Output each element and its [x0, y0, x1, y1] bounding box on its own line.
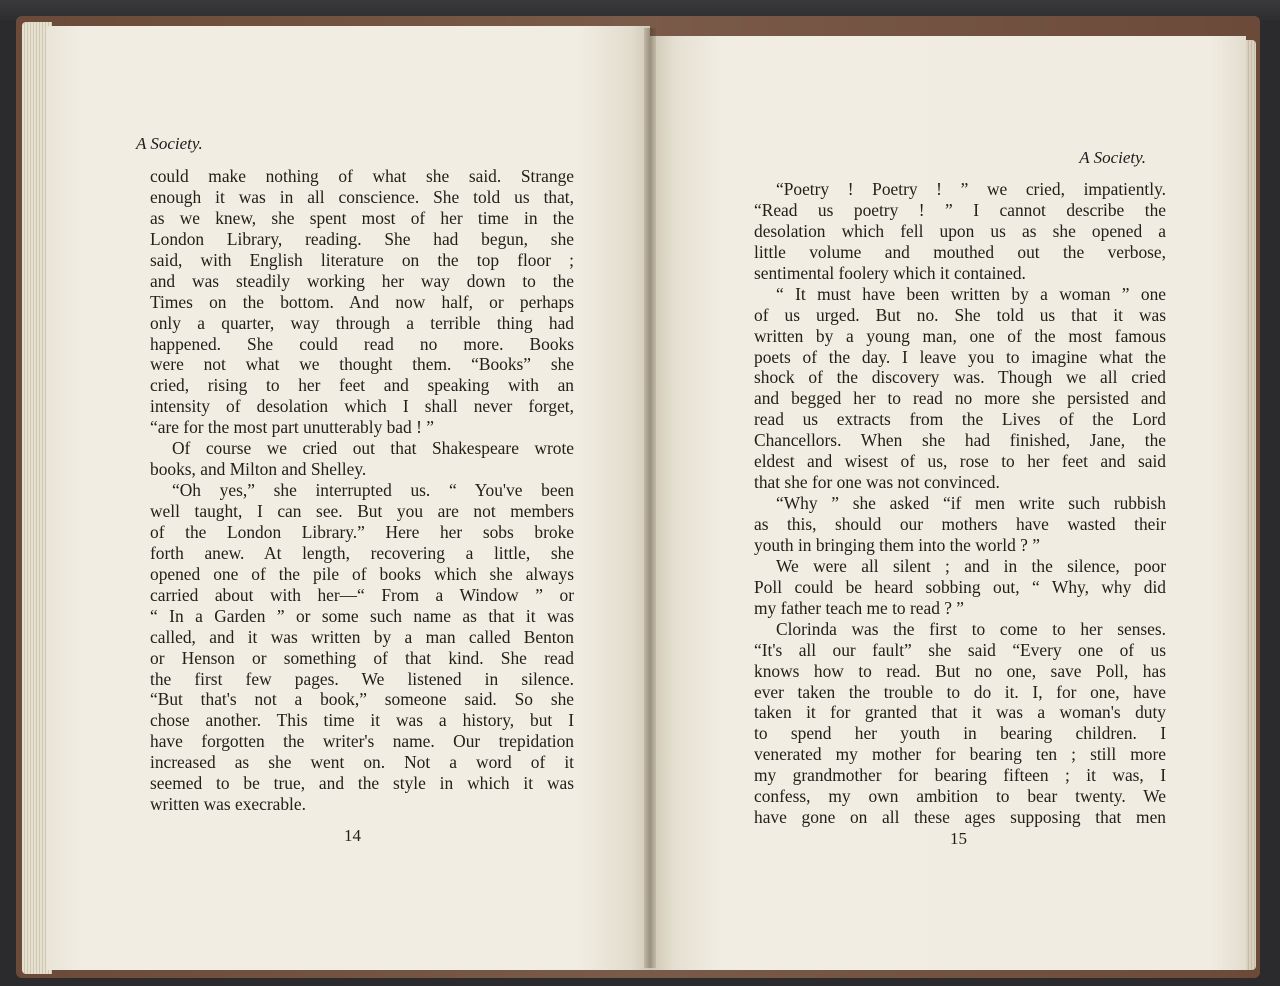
- text-line: sentimental foolery which it contained.: [754, 262, 1026, 283]
- text-line: enough it was in all conscience. She told us that,: [150, 186, 574, 207]
- text-line: desolation which fell upon us as she opened a: [754, 220, 1166, 241]
- text-line: my grandmother for bearing fifteen ; it was, I: [754, 765, 1166, 786]
- text-line: happened. She could read no more. Books: [150, 333, 574, 354]
- left-page: [46, 26, 650, 970]
- text-line: as this, should our mothers have wasted their: [754, 514, 1166, 534]
- running-head-right: A Society.: [1079, 148, 1146, 167]
- text-line: cried, rising to her feet and speaking with an: [150, 375, 574, 396]
- text-line: have gone on all these ages supposing that men: [754, 807, 1166, 828]
- text-line: poets of the day. I leave you to imagine what the: [754, 346, 1166, 367]
- book-gutter: [644, 28, 656, 968]
- text-line: Chancellors. When she had finished, Jane, the: [754, 430, 1166, 451]
- text-line: London Library, reading. She had begun, she: [150, 228, 574, 249]
- text-line: knows how to read. But no one, save Poll, has: [754, 660, 1166, 681]
- text-line: Of course we cried out that Shakespeare wrote: [172, 438, 574, 459]
- text-line: could make nothing of what she said. Strange: [150, 166, 574, 186]
- text-line: “But that's not a book,” someone said. So she: [150, 689, 574, 710]
- text-line: confess, my own ambition to bear twenty. We: [754, 786, 1166, 807]
- text-line: have forgotten the writer's name. Our trepidation: [150, 731, 574, 752]
- running-head-left: A Society.: [136, 134, 203, 153]
- text-line: “It's all our fault” she said “Every one of us: [754, 639, 1166, 660]
- text-line: books, and Milton and Shelley.: [150, 459, 367, 480]
- text-line: eldest and wisest of us, rose to her feet and said: [754, 451, 1166, 472]
- text-line: little volume and mouthed out the verbose,: [754, 241, 1166, 262]
- text-line: seemed to be true, and the style in which it was: [150, 773, 574, 794]
- text-line: the first few pages. We listened in silence.: [150, 668, 574, 689]
- text-line: chose another. This time it was a history, but I: [150, 710, 574, 731]
- text-line: “ In a Garden ” or some such name as that it was: [150, 605, 574, 626]
- text-line: “Oh yes,” she interrupted us. “ You've been: [172, 480, 574, 501]
- text-line: “Read us poetry ! ” I cannot describe the: [754, 199, 1166, 220]
- text-line: “Poetry ! Poetry ! ” we cried, impatiently.: [776, 179, 1166, 199]
- text-line: taken it for granted that it was a woman's duty: [754, 702, 1166, 723]
- text-line: my father teach me to read ? ”: [754, 597, 965, 618]
- text-line: were not what we thought them. “Books” she: [150, 354, 574, 375]
- text-line: Poll could be heard sobbing out, “ Why, why did: [754, 576, 1166, 597]
- text-line: written was execrable.: [150, 794, 306, 815]
- open-book: [16, 16, 1260, 978]
- text-line: or Henson or something of that kind. She read: [150, 647, 574, 668]
- text-line: shock of the discovery was. Though we all cried: [754, 367, 1166, 388]
- text-line: “are for the most part unutterably bad ! ”: [150, 417, 434, 438]
- text-line: of us urged. But no. She told us that it was: [754, 304, 1166, 325]
- text-line: called, and it was written by a man called Benton: [150, 626, 574, 647]
- text-line: Clorinda was the first to come to her senses.: [776, 618, 1166, 639]
- text-line: to spend her youth in bearing children. I: [754, 723, 1166, 744]
- text-line: carried about with her—“ From a Window ” or: [150, 584, 574, 605]
- left-page-text: [150, 166, 574, 815]
- text-line: said, with English literature on the top floor ;: [150, 249, 574, 270]
- text-line: well taught, I can see. But you are not members: [150, 501, 574, 521]
- text-line: written by a young man, one of the most famous: [754, 325, 1166, 346]
- text-line: intensity of desolation which I shall never forget,: [150, 396, 574, 417]
- text-line: opened one of the pile of books which she always: [150, 563, 574, 584]
- text-line: only a quarter, way through a terrible thing had: [150, 312, 574, 333]
- text-line: “ It must have been written by a woman ” one: [776, 283, 1166, 304]
- page-number-right: 15: [950, 829, 967, 848]
- text-line: youth in bringing them into the world ? ”: [754, 534, 1040, 555]
- text-line: read us extracts from the Lives of the Lord: [754, 409, 1166, 430]
- text-line: forth anew. At length, recovering a little, she: [150, 542, 574, 563]
- right-page: [650, 36, 1246, 970]
- text-line: venerated my mother for bearing ten ; still more: [754, 744, 1166, 765]
- page-number-left: 14: [344, 826, 361, 845]
- text-line: increased as she went on. Not a word of it: [150, 752, 574, 773]
- text-line: We were all silent ; and in the silence, poor: [776, 555, 1166, 576]
- text-line: that she for one was not convinced.: [754, 472, 1000, 493]
- text-line: as we knew, she spent most of her time in the: [150, 207, 574, 228]
- right-page-text: [754, 179, 1166, 828]
- text-line: and begged her to read no more she persisted and: [754, 388, 1166, 409]
- text-line: and was steadily working her way down to the: [150, 270, 574, 291]
- text-line: “Why ” she asked “if men write such rubbish: [776, 493, 1166, 514]
- text-line: ever taken the trouble to do it. I, for one, have: [754, 681, 1166, 702]
- text-line: Times on the bottom. And now half, or perhaps: [150, 291, 574, 312]
- text-line: of the London Library.” Here her sobs broke: [150, 521, 574, 542]
